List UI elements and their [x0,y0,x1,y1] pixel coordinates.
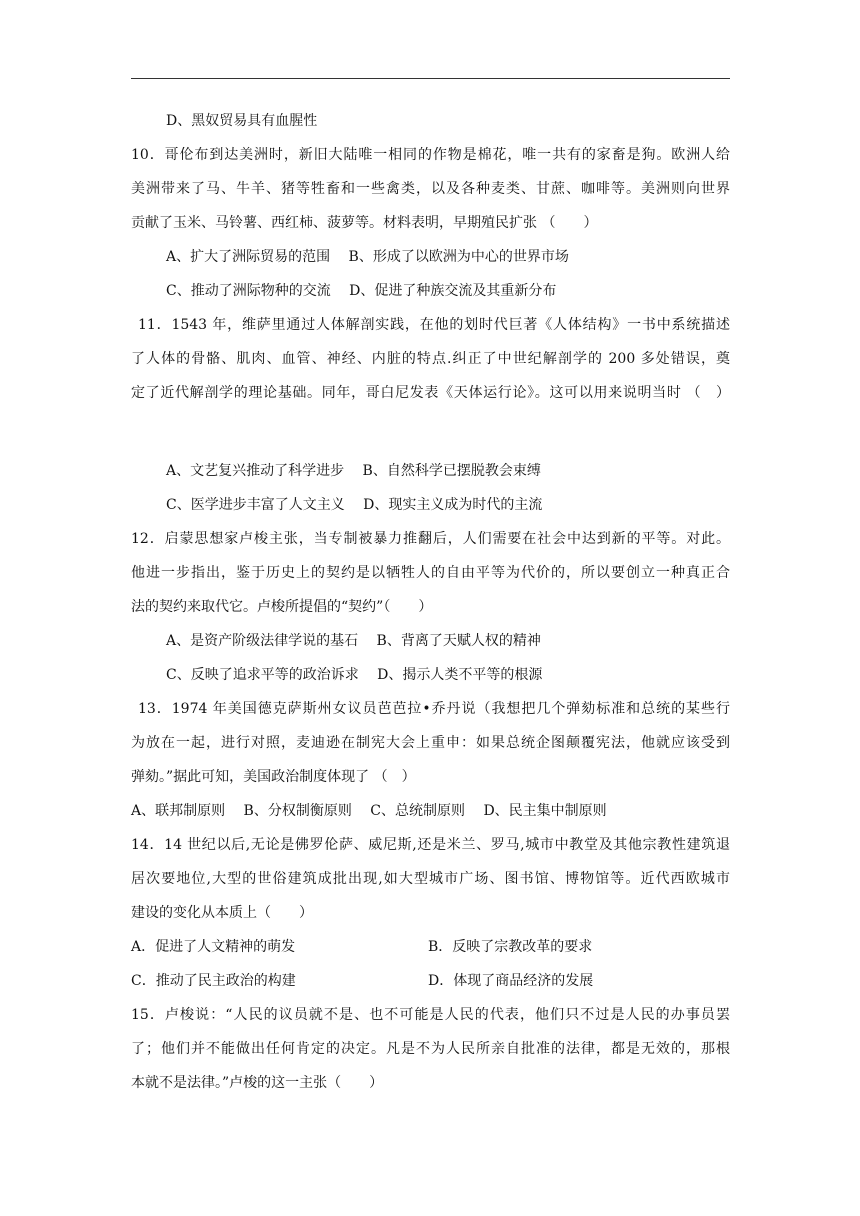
q14-stem-line-2: 居次要地位,大型的世俗建筑成批出现,如大型城市广场、图书馆、博物馆等。近代西欧城市 [131,871,730,887]
q10-stem-line-1: 10．哥伦布到达美洲时，新旧大陆唯一相同的作物是棉花，唯一共有的家畜是狗。欧洲人给 [131,147,730,163]
q12-stem-line-1: 12．启蒙思想家卢梭主张，当专制被暴力推翻后，人们需要在社会中达到新的平等。对此。 [131,531,730,547]
q14-stem-line-3: 建设的变化从本质上（ ） [131,905,313,921]
q13-stem-line-3: 弹劾。”据此可知，美国政治制度体现了 （ ） [131,769,416,785]
q10-stem-line-3: 贡献了玉米、马铃薯、西红柿、菠萝等。材料表明，早期殖民扩张 （ ） [131,215,598,231]
q12-options-ab: A、是资产阶级法律学说的基石 B、背离了天赋人权的精神 [166,633,541,649]
q10-stem-line-2: 美洲带来了马、牛羊、猪等牲畜和一些禽类，以及各种麦类、甘蔗、咖啡等。美洲则向世界 [131,181,730,197]
q13-stem-line-2: 为放在一起，进行对照，麦迪逊在制宪大会上重申：如果总统企图颠覆宪法，他就应该受到 [131,735,730,751]
q14-option-d: D．体现了商品经济的发展 [428,973,594,989]
q12-stem-line-3: 法的契约来取代它。卢梭所提倡的“契约”（ ） [131,599,433,615]
q15-stem-line-1: 15．卢梭说：“人民的议员就不是、也不可能是人民的代表，他们只不过是人民的办事员罢 [131,1007,730,1023]
q14-stem-line-1: 14．14 世纪以后,无论是佛罗伦萨、威尼斯,还是米兰、罗马,城市中教堂及其他宗教性建筑退 [131,837,730,853]
q11-options-cd: C、医学进步丰富了人文主义 D、现实主义成为时代的主流 [166,497,543,513]
q14-option-a: A．促进了人文精神的萌发 [131,939,296,955]
q14-option-b: B．反映了宗教改革的要求 [428,939,593,955]
q15-stem-line-2: 了；他们并不能做出任何肯定的决定。凡是不为人民所亲自批准的法律，都是无效的，那根 [131,1041,730,1057]
q11-options-ab: A、文艺复兴推动了科学进步 B、自然科学已摆脱教会束缚 [166,463,541,479]
q11-stem-line-3: 定了近代解剖学的理论基础。同年，哥白尼发表《天体运行论》。这可以用来说明当时 （ ） [131,385,730,401]
q13-stem-line-1: 13．1974 年美国德克萨斯州女议员芭芭拉•乔丹说（我想把几个弹劾标准和总统的某些行 [138,701,730,717]
q9-option-d: D、黑奴贸易具有血腥性 [166,113,318,129]
q10-options-ab: A、扩大了洲际贸易的范围 B、形成了以欧洲为中心的世界市场 [166,249,569,265]
q10-options-cd: C、推动了洲际物种的交流 D、促进了种族交流及其重新分布 [166,283,557,299]
q12-stem-line-2: 他进一步指出，鉴于历史上的契约是以牺牲人的自由平等为代价的，所以要创立一种真正合 [131,565,730,581]
q11-stem-line-2: 了人体的骨骼、肌肉、血管、神经、内脏的特点.纠正了中世纪解剖学的 200 多处错误，奠 [131,351,730,367]
q12-options-cd: C、反映了追求平等的政治诉求 D、揭示人类不平等的根源 [166,667,543,683]
q15-stem-line-3: 本就不是法律。”卢梭的这一主张（ ） [131,1075,384,1091]
q11-stem-line-1: 11．1543 年，维萨里通过人体解剖实践，在他的划时代巨著《人体结构》一书中系统描述 [138,317,730,333]
q13-options: A、联邦制原则 B、分权制衡原则 C、总统制原则 D、民主集中制原则 [131,803,607,819]
q14-option-c: C．推动了民主政治的构建 [131,973,296,989]
header-rule [131,78,730,79]
